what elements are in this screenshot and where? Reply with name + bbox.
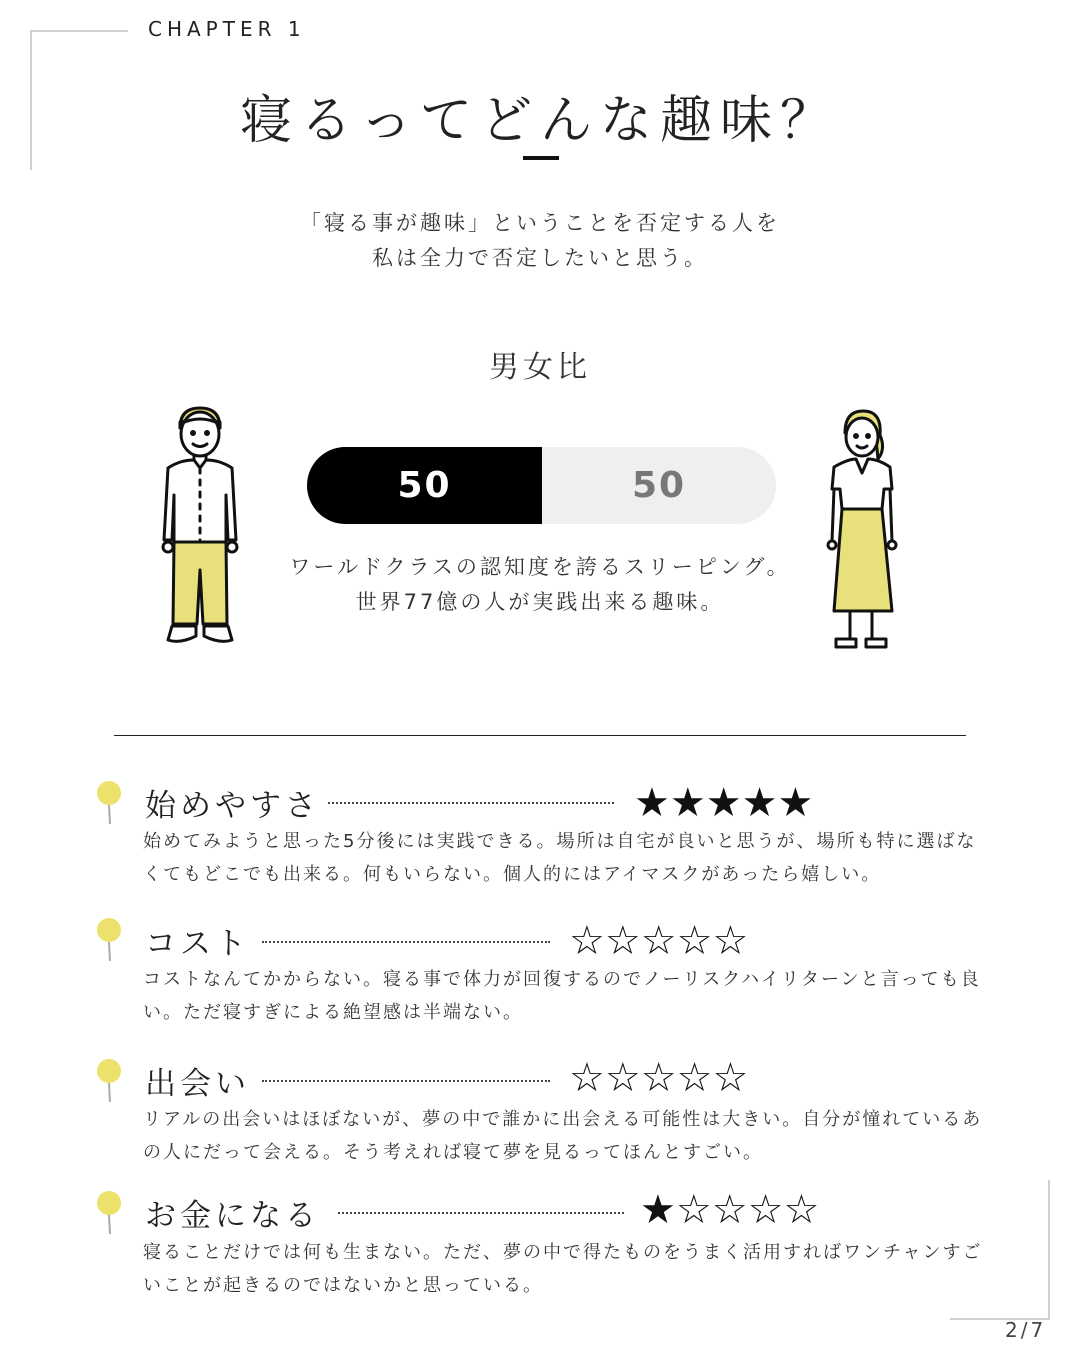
dotted-leader (328, 802, 614, 804)
item-description-line-1: 始めてみようと思った5分後には実践できる。場所は自宅が良いと思うが、場所も特に選ばな (143, 831, 977, 852)
star-rating: ☆☆☆☆☆ (569, 918, 749, 964)
item-description (143, 825, 983, 891)
ratio-caption-line-2: 世界77億の人が実践出来る趣味。 (355, 590, 725, 614)
item-description-line-1: 寝ることだけでは何も生まない。ただ、夢の中で得たものをうまく活用すればワンチャンすご (143, 1242, 983, 1263)
pushpin-icon (95, 780, 123, 826)
dotted-leader (338, 1212, 624, 1214)
page-title: 寝るってどんな趣味？ (239, 91, 840, 151)
ratio-title: 男女比 (489, 350, 591, 385)
item-title: 始めやすさ (145, 788, 320, 824)
ratio-female-value: 50 (631, 465, 687, 506)
item-description-line-2: くてもどこでも出来る。何もいらない。個人的にはアイマスクがあったら嬉しい。 (143, 864, 882, 885)
ratio-male-value: 50 (397, 465, 452, 506)
gender-ratio-bar (307, 447, 776, 524)
ratio-caption-line-1: ワールドクラスの認知度を誇るスリーピング。 (289, 555, 791, 579)
item-title: お金になる (145, 1198, 320, 1234)
frame-line-top (30, 30, 128, 32)
item-description (143, 963, 983, 1029)
item-description-line-1: コストなんてかからない。寝る事で体力が回復するのでノーリスクハイリターンと言っても良 (143, 969, 981, 990)
ratio-caption (0, 550, 1080, 620)
chapter-label: CHAPTER 1 (148, 17, 306, 41)
dotted-leader (262, 1080, 550, 1082)
star-rating: ★☆☆☆☆ (640, 1187, 820, 1233)
item-description-line-2: いことが起きるのではないかと思っている。 (143, 1275, 543, 1296)
lead-line-2: 私は全力で否定したいと思う。 (372, 246, 708, 270)
item-title: コスト (145, 926, 250, 962)
ratio-female-segment (542, 447, 776, 524)
lead-text (0, 206, 1080, 276)
page-number: 2/7 (1005, 1318, 1047, 1342)
title-underline (523, 156, 559, 160)
frame-line-bottom-right-vertical (1048, 1180, 1050, 1320)
item-description-line-1: リアルの出会いはほぼないが、夢の中で誰かに出会える可能性は大きい。自分が憧れているあ (143, 1109, 983, 1130)
item-description (143, 1236, 983, 1302)
ratio-male-segment (307, 447, 542, 524)
item-description (143, 1103, 983, 1169)
pushpin-icon (95, 1190, 123, 1236)
pushpin-icon (95, 917, 123, 963)
pushpin-icon (95, 1058, 123, 1104)
item-description-line-2: の人にだって会える。そう考えれば寝て夢を見るってほんとすごい。 (143, 1142, 763, 1163)
section-divider (114, 735, 966, 736)
star-rating: ★★★★★ (634, 780, 814, 826)
item-title: 出会い (145, 1066, 250, 1102)
item-description-line-2: い。ただ寝すぎによる絶望感は半端ない。 (143, 1002, 523, 1023)
star-rating: ☆☆☆☆☆ (569, 1055, 749, 1101)
lead-line-1: 「寝る事が趣味」ということを否定する人を (300, 211, 780, 235)
dotted-leader (262, 941, 550, 943)
